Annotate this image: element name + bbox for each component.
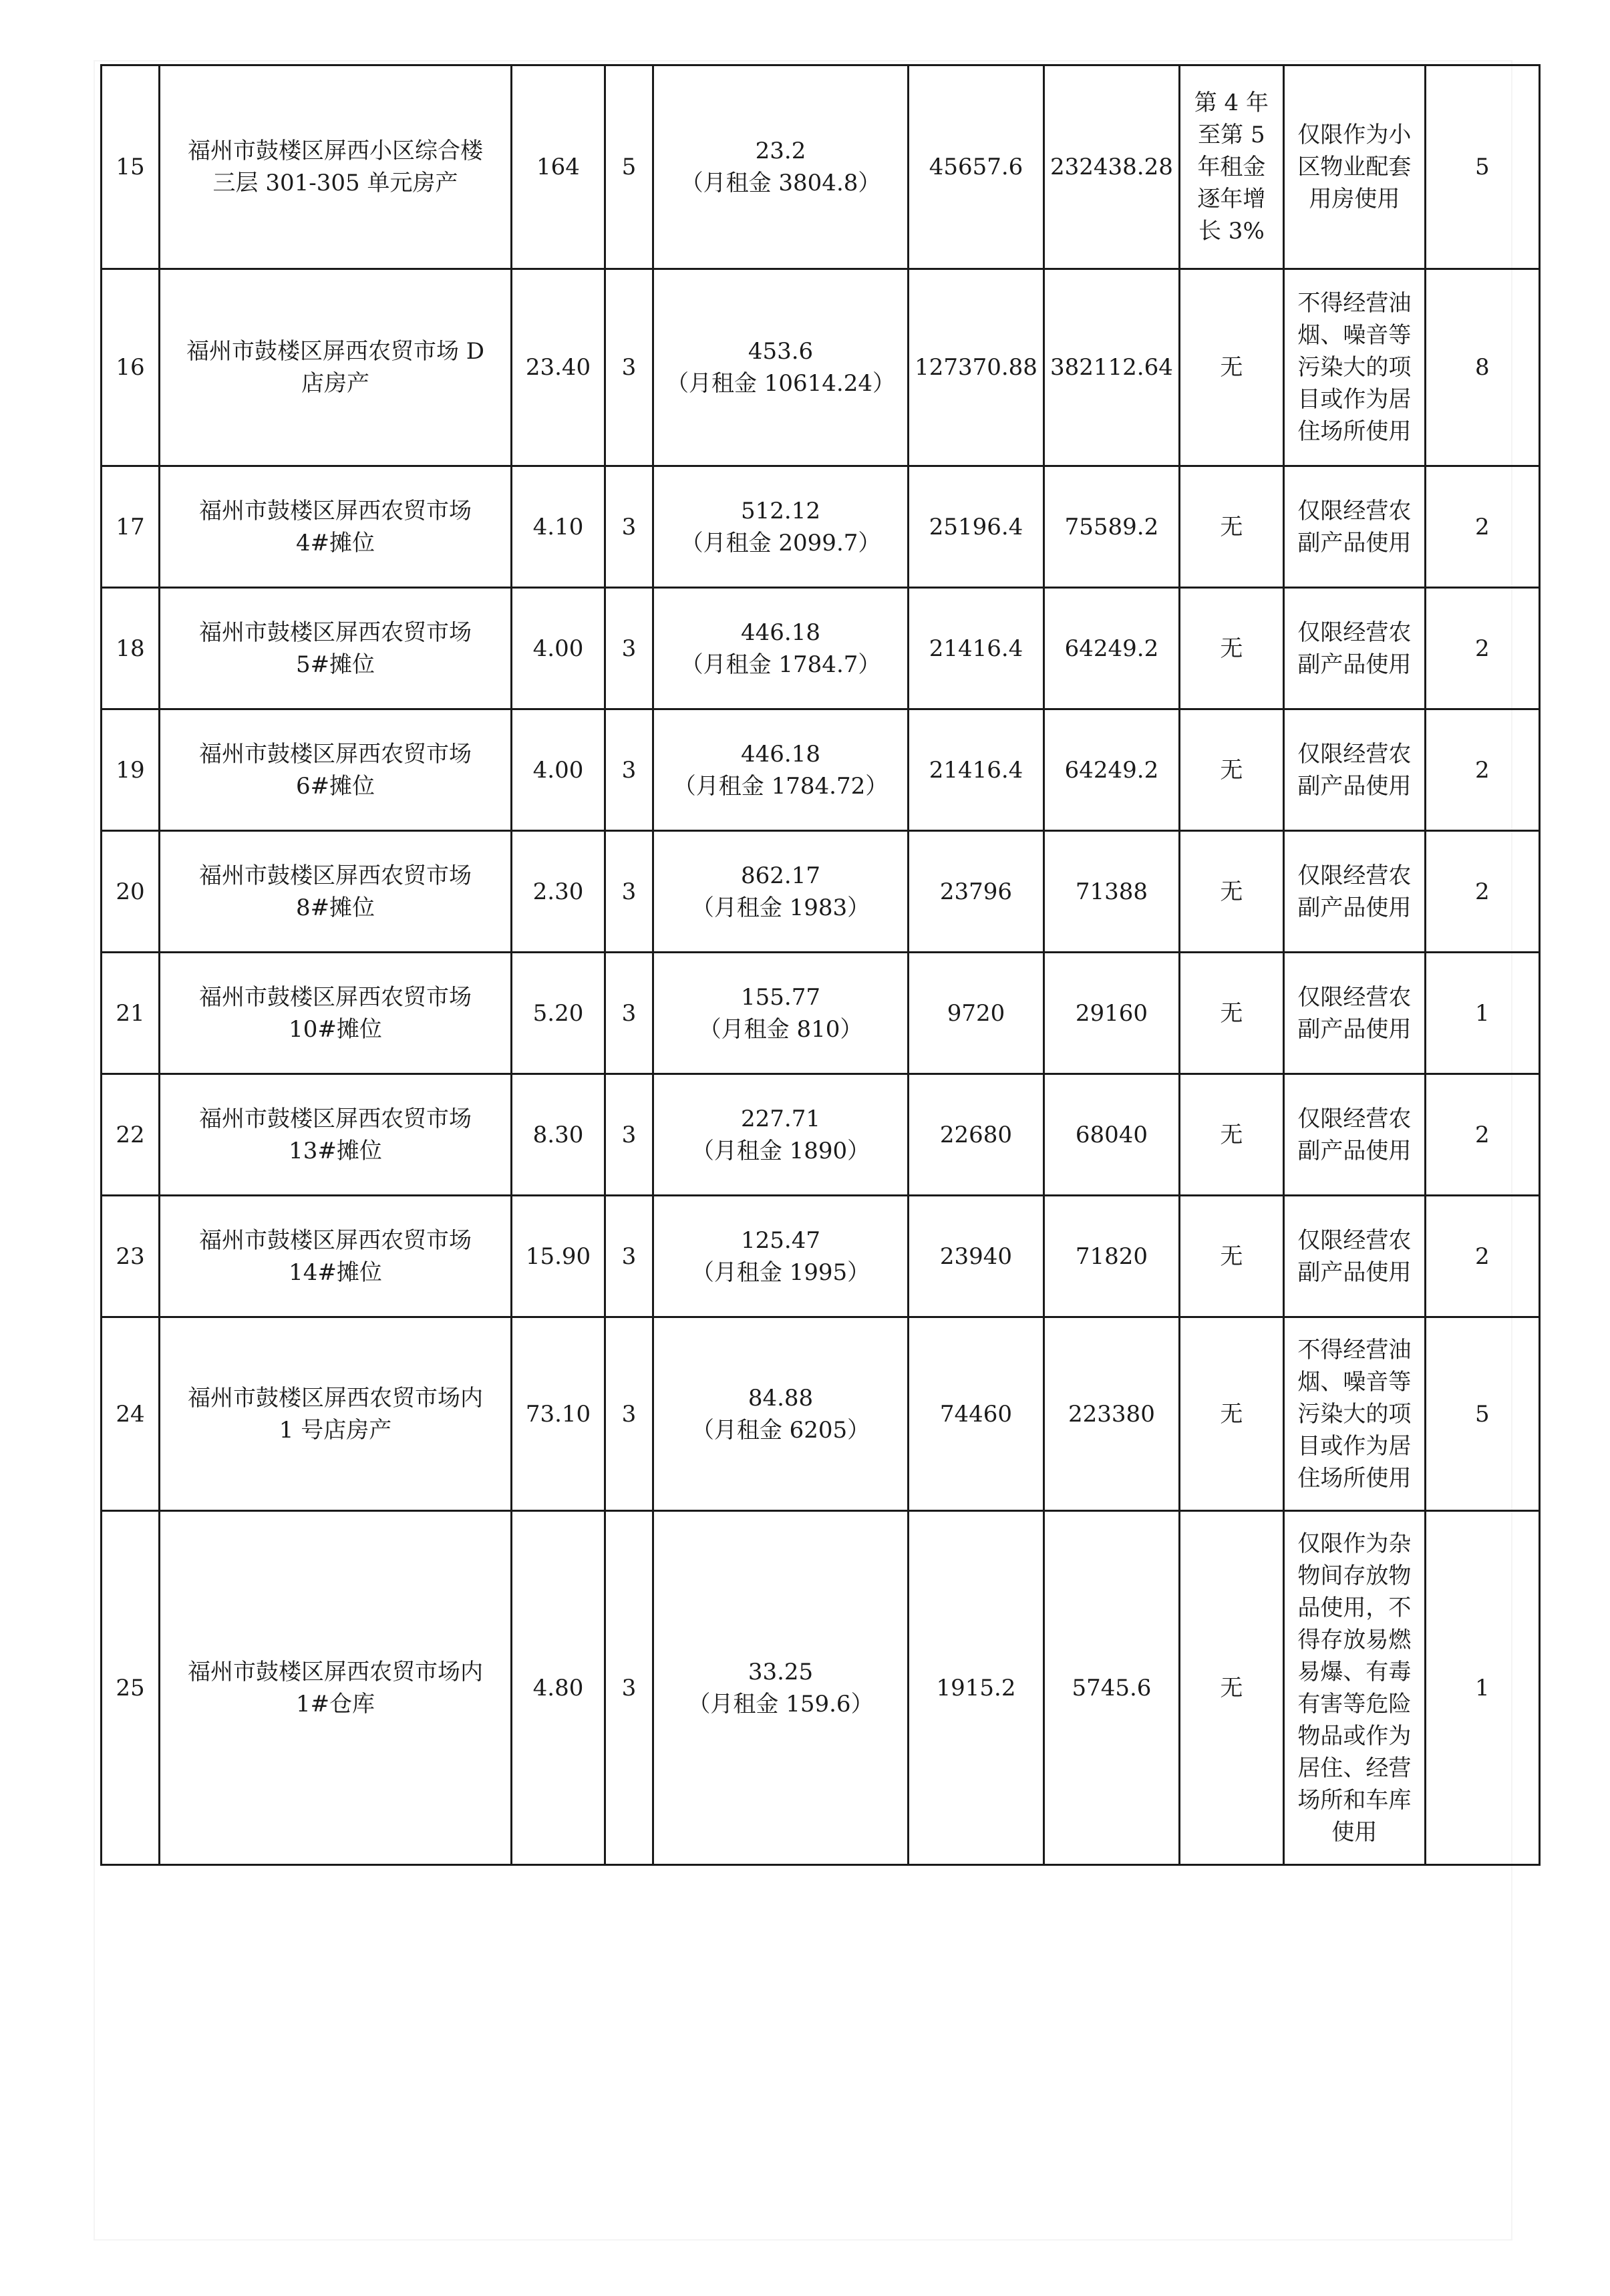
usage-line: 仅限经营农	[1297, 983, 1412, 1011]
total-rent: 223380	[1044, 1317, 1180, 1511]
total-rent: 64249.2	[1044, 588, 1180, 709]
usage-line: 住场所使用	[1297, 418, 1412, 445]
deposit-months: 1	[1425, 953, 1539, 1074]
rent-increase: 无	[1179, 1196, 1283, 1317]
lease-years: 3	[605, 831, 653, 953]
table-row	[102, 709, 1540, 831]
unit-price	[653, 953, 909, 1074]
lease-years: 3	[605, 1074, 653, 1196]
rent-increase: 无	[1179, 1074, 1283, 1196]
usage-restriction	[1283, 269, 1425, 466]
row-number: 19	[102, 709, 160, 831]
monthly-rent: （月租金 1995）	[691, 1259, 870, 1286]
rent-increase: 无	[1179, 1511, 1283, 1865]
deposit-months: 2	[1425, 588, 1539, 709]
property-name	[160, 65, 512, 269]
usage-restriction	[1283, 1196, 1425, 1317]
monthly-rent: （月租金 159.6）	[687, 1690, 874, 1717]
annual-rent: 21416.4	[909, 588, 1044, 709]
rent-increase-line: 至第 5	[1198, 122, 1265, 148]
total-rent: 71820	[1044, 1196, 1180, 1317]
property-name-line: 福州市鼓楼区屏西农贸市场	[199, 619, 472, 646]
unit-price	[653, 588, 909, 709]
unit-price	[653, 1196, 909, 1317]
total-rent: 64249.2	[1044, 709, 1180, 831]
area: 4.00	[512, 588, 605, 709]
row-number: 16	[102, 269, 160, 466]
annual-rent: 21416.4	[909, 709, 1044, 831]
area: 15.90	[512, 1196, 605, 1317]
monthly-rent: （月租金 10614.24）	[665, 370, 896, 397]
rent-increase: 无	[1179, 269, 1283, 466]
table-row	[102, 588, 1540, 709]
rent-increase-line: 逐年增	[1197, 186, 1266, 212]
area: 73.10	[512, 1317, 605, 1511]
row-number: 25	[102, 1511, 160, 1865]
deposit-months: 1	[1425, 1511, 1539, 1865]
rent-increase-line: 长 3%	[1198, 218, 1265, 244]
monthly-rent: （月租金 1784.7）	[680, 651, 881, 678]
annual-rent: 25196.4	[909, 466, 1044, 588]
unit-price-value: 453.6	[748, 338, 814, 365]
usage-line: 仅限经营农	[1297, 619, 1412, 646]
usage-line: 副产品使用	[1297, 1137, 1412, 1164]
usage-restriction	[1283, 1074, 1425, 1196]
unit-price-value: 155.77	[741, 983, 820, 1011]
annual-rent: 45657.6	[909, 65, 1044, 269]
unit-price-value: 84.88	[748, 1384, 814, 1412]
annual-rent: 1915.2	[909, 1511, 1044, 1865]
property-name-line: 8#摊位	[295, 894, 375, 921]
table-row	[102, 1196, 1540, 1317]
property-name-line: 福州市鼓楼区屏西小区综合楼	[188, 138, 483, 164]
table-row	[102, 953, 1540, 1074]
unit-price-value: 23.2	[755, 138, 806, 164]
total-rent: 29160	[1044, 953, 1180, 1074]
monthly-rent: （月租金 1890）	[691, 1137, 870, 1164]
usage-line: 污染大的项	[1297, 354, 1412, 381]
usage-line: 品使用，不	[1297, 1594, 1412, 1621]
monthly-rent: （月租金 1784.72）	[673, 772, 889, 800]
property-name-line: 福州市鼓楼区屏西农贸市场内	[188, 1658, 483, 1685]
usage-line: 易爆、有毒	[1297, 1658, 1412, 1685]
usage-line: 不得经营油	[1297, 290, 1412, 317]
deposit-months: 5	[1425, 65, 1539, 269]
lease-years: 3	[605, 709, 653, 831]
rent-increase-line: 第 4 年	[1194, 90, 1269, 116]
table-row	[102, 831, 1540, 953]
lease-years: 3	[605, 1317, 653, 1511]
table-row	[102, 1074, 1540, 1196]
property-name	[160, 831, 512, 953]
property-name-line: 1 号店房产	[279, 1416, 392, 1444]
rent-increase: 无	[1179, 466, 1283, 588]
unit-price-value: 227.71	[741, 1105, 820, 1132]
usage-restriction	[1283, 831, 1425, 953]
usage-line: 物品或作为	[1297, 1722, 1412, 1750]
annual-rent: 22680	[909, 1074, 1044, 1196]
property-name	[160, 466, 512, 588]
usage-line: 仅限作为小	[1297, 122, 1412, 148]
usage-line: 仅限作为杂	[1297, 1530, 1412, 1557]
rental-table	[100, 64, 1541, 1866]
property-name	[160, 953, 512, 1074]
annual-rent: 23796	[909, 831, 1044, 953]
usage-restriction	[1283, 709, 1425, 831]
property-name-line: 1#仓库	[295, 1690, 375, 1717]
usage-line: 区物业配套	[1297, 154, 1412, 180]
row-number: 22	[102, 1074, 160, 1196]
area: 23.40	[512, 269, 605, 466]
usage-line: 仅限经营农	[1297, 862, 1412, 889]
row-number: 20	[102, 831, 160, 953]
unit-price	[653, 466, 909, 588]
property-name-line: 福州市鼓楼区屏西农贸市场	[199, 740, 472, 768]
unit-price	[653, 269, 909, 466]
total-rent: 382112.64	[1044, 269, 1180, 466]
rent-increase: 无	[1179, 709, 1283, 831]
lease-years: 3	[605, 466, 653, 588]
total-rent: 71388	[1044, 831, 1180, 953]
unit-price-value: 33.25	[748, 1658, 814, 1685]
annual-rent: 127370.88	[909, 269, 1044, 466]
area: 4.80	[512, 1511, 605, 1865]
usage-line: 副产品使用	[1297, 1259, 1412, 1286]
usage-line: 副产品使用	[1297, 894, 1412, 921]
deposit-months: 2	[1425, 831, 1539, 953]
property-name-line: 福州市鼓楼区屏西农贸市场	[199, 497, 472, 524]
usage-line: 使用	[1331, 1818, 1378, 1846]
usage-line: 得存放易燃	[1297, 1626, 1412, 1653]
usage-line: 污染大的项	[1297, 1400, 1412, 1428]
usage-line: 仅限经营农	[1297, 497, 1412, 524]
property-name-line: 店房产	[301, 370, 369, 397]
usage-line: 仅限经营农	[1297, 740, 1412, 768]
area: 164	[512, 65, 605, 269]
property-name-line: 5#摊位	[295, 651, 375, 678]
usage-restriction	[1283, 65, 1425, 269]
unit-price	[653, 831, 909, 953]
property-name-line: 福州市鼓楼区屏西农贸市场 D	[186, 338, 485, 365]
monthly-rent: （月租金 3804.8）	[680, 170, 881, 196]
table-row	[102, 1511, 1540, 1865]
property-name-line: 福州市鼓楼区屏西农贸市场	[199, 862, 472, 889]
unit-price	[653, 1511, 909, 1865]
table-row	[102, 65, 1540, 269]
lease-years: 5	[605, 65, 653, 269]
usage-line: 仅限经营农	[1297, 1226, 1412, 1254]
unit-price	[653, 1317, 909, 1511]
unit-price	[653, 1074, 909, 1196]
annual-rent: 74460	[909, 1317, 1044, 1511]
property-name	[160, 709, 512, 831]
property-name-line: 福州市鼓楼区屏西农贸市场	[199, 1105, 472, 1132]
property-name	[160, 1196, 512, 1317]
usage-line: 烟、噪音等	[1297, 322, 1412, 349]
usage-restriction	[1283, 953, 1425, 1074]
unit-price-value: 862.17	[741, 862, 820, 889]
lease-years: 3	[605, 953, 653, 1074]
property-name-line: 6#摊位	[295, 772, 375, 800]
rent-increase-line: 年租金	[1197, 154, 1266, 180]
usage-line: 目或作为居	[1297, 1432, 1412, 1460]
property-name-line: 福州市鼓楼区屏西农贸市场	[199, 1226, 472, 1254]
unit-price-value: 125.47	[741, 1226, 820, 1254]
usage-line: 副产品使用	[1297, 651, 1412, 678]
table-row	[102, 1317, 1540, 1511]
table-body	[102, 65, 1540, 1865]
usage-restriction	[1283, 1511, 1425, 1865]
annual-rent: 9720	[909, 953, 1044, 1074]
monthly-rent: （月租金 2099.7）	[680, 529, 881, 556]
monthly-rent: （月租金 810）	[698, 1015, 863, 1043]
area: 8.30	[512, 1074, 605, 1196]
table-row	[102, 466, 1540, 588]
unit-price-value: 446.18	[741, 619, 820, 646]
usage-line: 物间存放物	[1297, 1562, 1412, 1589]
rent-increase: 无	[1179, 831, 1283, 953]
usage-line: 副产品使用	[1297, 1015, 1412, 1043]
usage-line: 目或作为居	[1297, 386, 1412, 413]
total-rent: 5745.6	[1044, 1511, 1180, 1865]
deposit-months: 2	[1425, 1196, 1539, 1317]
area: 2.30	[512, 831, 605, 953]
usage-restriction	[1283, 588, 1425, 709]
deposit-months: 8	[1425, 269, 1539, 466]
usage-restriction	[1283, 1317, 1425, 1511]
deposit-months: 2	[1425, 1074, 1539, 1196]
annual-rent: 23940	[909, 1196, 1044, 1317]
row-number: 17	[102, 466, 160, 588]
usage-line: 场所和车库	[1297, 1786, 1412, 1814]
usage-line: 居住、经营	[1297, 1754, 1412, 1782]
monthly-rent: （月租金 1983）	[691, 894, 870, 921]
lease-years: 3	[605, 1511, 653, 1865]
total-rent: 232438.28	[1044, 65, 1180, 269]
rent-increase	[1179, 65, 1283, 269]
lease-years: 3	[605, 588, 653, 709]
lease-years: 3	[605, 1196, 653, 1317]
usage-line: 有害等危险	[1297, 1690, 1412, 1717]
usage-line: 不得经营油	[1297, 1336, 1412, 1363]
usage-line: 烟、噪音等	[1297, 1368, 1412, 1396]
property-name-line: 13#摊位	[289, 1137, 382, 1164]
usage-line: 副产品使用	[1297, 529, 1412, 556]
property-name-line: 三层 301-305 单元房产	[212, 170, 458, 196]
property-name-line: 福州市鼓楼区屏西农贸市场内	[188, 1384, 483, 1412]
usage-line: 副产品使用	[1297, 772, 1412, 800]
monthly-rent: （月租金 6205）	[691, 1416, 870, 1444]
row-number: 21	[102, 953, 160, 1074]
usage-line: 仅限经营农	[1297, 1105, 1412, 1132]
table-row	[102, 269, 1540, 466]
property-name-line: 10#摊位	[289, 1015, 382, 1043]
deposit-months: 2	[1425, 709, 1539, 831]
area: 4.10	[512, 466, 605, 588]
area: 5.20	[512, 953, 605, 1074]
property-name	[160, 588, 512, 709]
property-name	[160, 269, 512, 466]
property-name-line: 14#摊位	[289, 1259, 382, 1286]
row-number: 15	[102, 65, 160, 269]
property-name	[160, 1511, 512, 1865]
rent-increase: 无	[1179, 953, 1283, 1074]
total-rent: 68040	[1044, 1074, 1180, 1196]
unit-price	[653, 65, 909, 269]
deposit-months: 2	[1425, 466, 1539, 588]
property-name-line: 福州市鼓楼区屏西农贸市场	[199, 983, 472, 1011]
usage-line: 住场所使用	[1297, 1464, 1412, 1492]
property-name	[160, 1074, 512, 1196]
row-number: 23	[102, 1196, 160, 1317]
deposit-months: 5	[1425, 1317, 1539, 1511]
property-name-line: 4#摊位	[295, 529, 375, 556]
rent-increase: 无	[1179, 588, 1283, 709]
rent-increase: 无	[1179, 1317, 1283, 1511]
row-number: 18	[102, 588, 160, 709]
property-name	[160, 1317, 512, 1511]
total-rent: 75589.2	[1044, 466, 1180, 588]
unit-price-value: 512.12	[741, 497, 820, 524]
unit-price	[653, 709, 909, 831]
usage-restriction	[1283, 466, 1425, 588]
lease-years: 3	[605, 269, 653, 466]
usage-line: 用房使用	[1309, 186, 1400, 212]
area: 4.00	[512, 709, 605, 831]
row-number: 24	[102, 1317, 160, 1511]
unit-price-value: 446.18	[741, 740, 820, 768]
